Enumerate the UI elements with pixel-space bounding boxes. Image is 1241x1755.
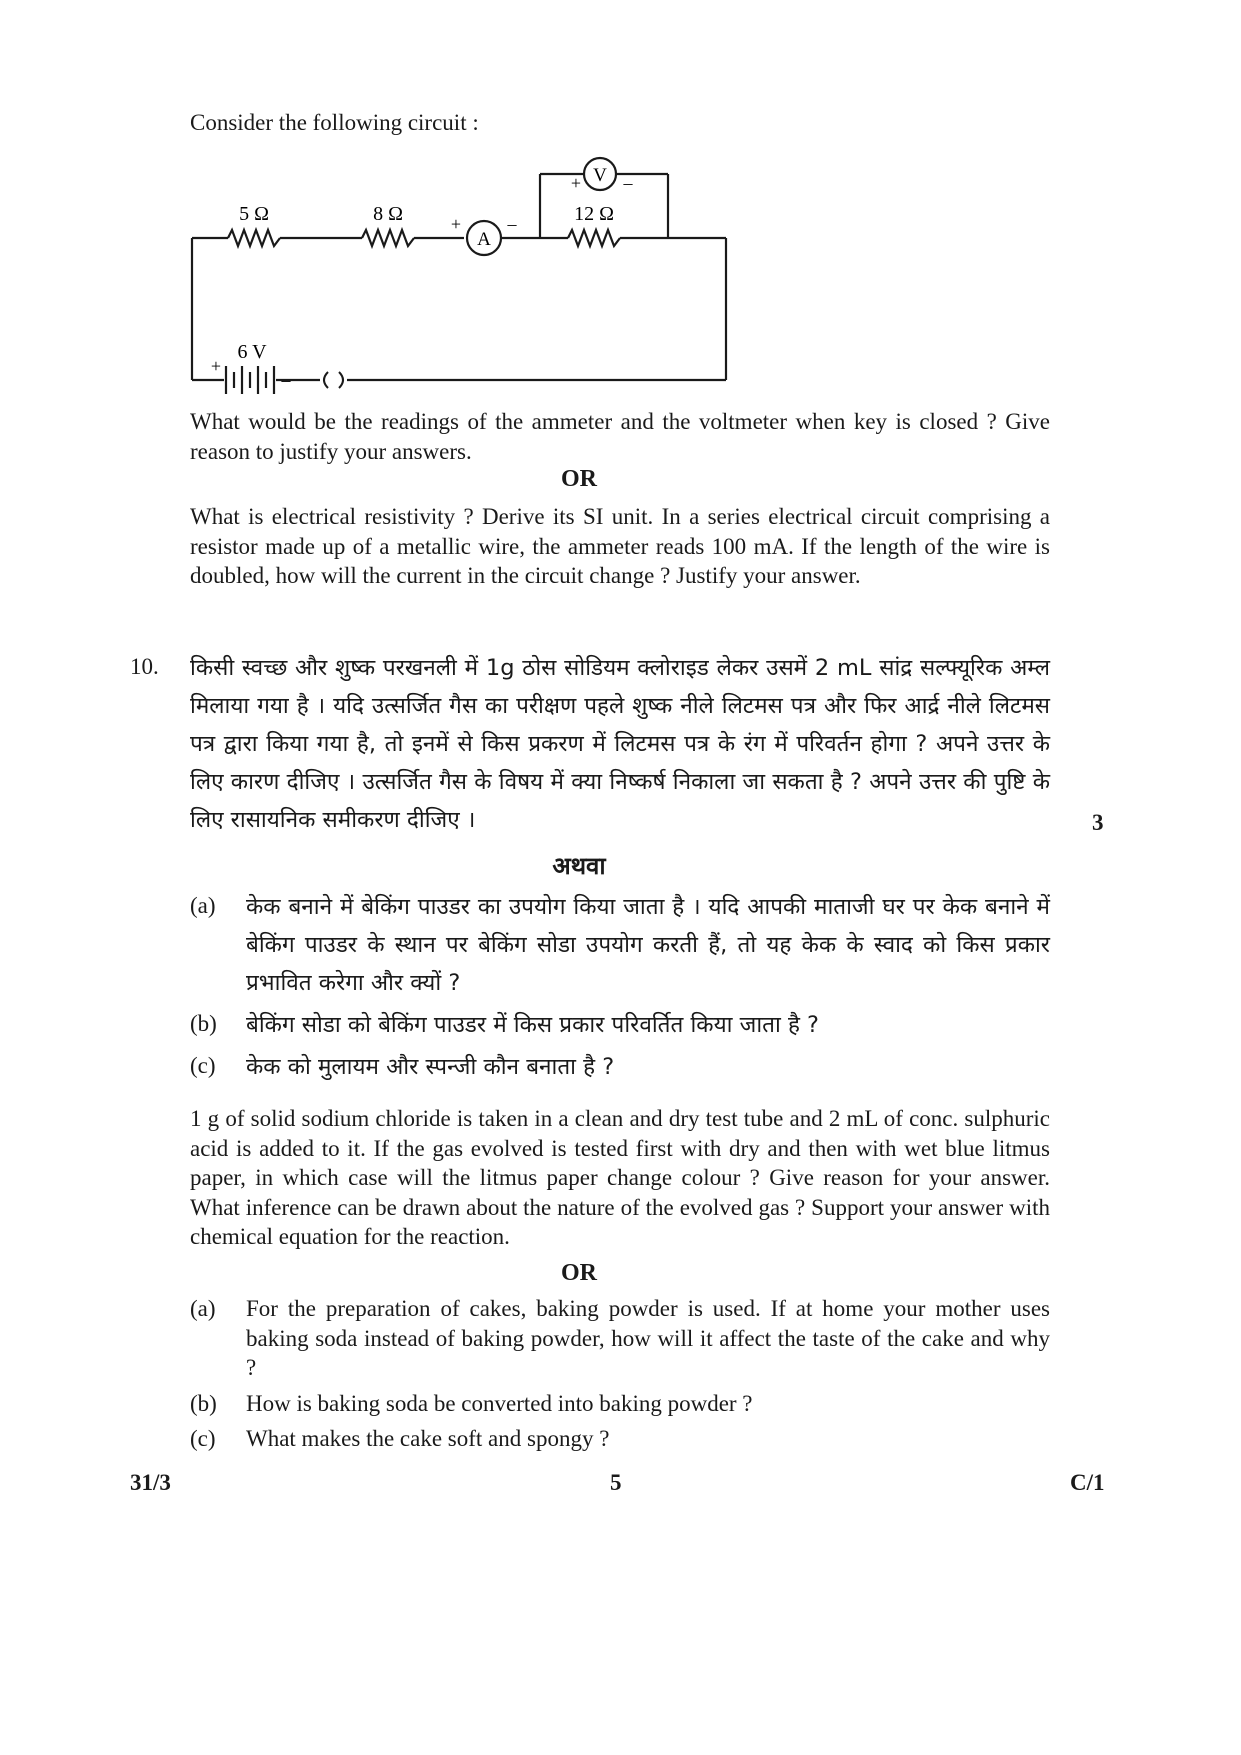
hindi-or-list	[190, 888, 1050, 1086]
q10-hindi-text: किसी स्वच्छ और शुष्क परखनली में 1g ठोस सोडियम क्लोराइड लेकर उसमें 2 mL सांद्र सल्फ्यूरिक अम्ल मिलाया गया है । यदि उत्सर्जित गैस का परीक्षण पहले शुष्क नीले लिटमस पत्र और फिर आर्द्र नीले लिटमस पत्र द्वारा किया गया है, तो इनमें से किस प्रकरण में लिटमस पत्र के रंग में परिवर्तन होगा ? अपने उत्तर के लिए कारण दीजिए । उत्सर्जित गैस के विषय में क्या निष्कर्ष निकाला जा सकता है ? अपने उत्तर की पुष्टि के लिए रासायनिक समीकरण दीजिए ।	[190, 655, 1050, 833]
item-text: बेकिंग सोडा को बेकिंग पाउडर में किस प्रकार परिवर्तित किया जाता है ?	[246, 1012, 819, 1038]
or-separator-1: OR	[561, 466, 597, 492]
marks: 3	[1092, 810, 1104, 835]
r2-label: 8 Ω	[373, 203, 403, 225]
circuit-question: What would be the readings of the ammeter and the voltmeter when key is closed ? Give reason to justify your answers.	[190, 409, 1050, 464]
list-item	[190, 1389, 1050, 1419]
page-number: 5	[610, 1470, 622, 1495]
list-item	[190, 888, 1050, 1002]
ammeter-plus: +	[450, 214, 462, 234]
athva-separator: अथवा	[552, 852, 606, 880]
circuit-intro: Consider the following circuit :	[190, 110, 479, 135]
ammeter-symbol: A	[477, 229, 491, 250]
resistor-8-ohm	[362, 230, 414, 246]
or-separator-2: OR	[561, 1260, 597, 1286]
item-text: केक को मुलायम और स्पन्जी कौन बनाता है ?	[246, 1054, 615, 1080]
voltmeter-minus: –	[623, 173, 633, 193]
item-label: (a)	[190, 1296, 216, 1321]
item-text: For the preparation of cakes, baking powder is used. If at home your mother uses baking soda instead of baking powder, how will it affect the taste of the cake and why ?	[246, 1296, 1050, 1380]
voltmeter-plus: +	[570, 173, 582, 193]
list-item	[190, 1424, 1050, 1454]
battery-minus: –	[281, 370, 291, 390]
r3-label: 12 Ω	[574, 203, 614, 225]
list-item	[190, 1294, 1050, 1383]
battery-plus: +	[210, 356, 222, 376]
q10-english-text: 1 g of solid sodium chloride is taken in a clean and dry test tube and 2 mL of conc. sulphuric acid is added to it. If the gas evolved is tested first with dry and then with wet blue litmus paper, in which case will the litmus paper change colour ? Give reason for your answer. What inference can be drawn about the nature of the evolved gas ? Support your answer with chemical equation for the reaction.	[190, 1106, 1050, 1249]
item-text: What makes the cake soft and spongy ?	[246, 1426, 610, 1451]
resistivity-question: What is electrical resistivity ? Derive its SI unit. In a series electrical circuit comprising a resistor made up of a metallic wire, the ammeter reads 100 mA. If the length of the wire is doubled, how will the current in the circuit change ? Justify your answer.	[190, 504, 1050, 588]
list-item	[190, 1006, 1050, 1044]
set-code: C/1	[1070, 1470, 1105, 1495]
item-text: केक बनाने में बेकिंग पाउडर का उपयोग किया जाता है । यदि आपकी माताजी घर पर केक बनाने में बेकिंग पाउडर के स्थान पर बेकिंग सोडा उपयोग करती हैं, तो यह केक के स्वाद को किस प्रकार प्रभावित करेगा और क्यों ?	[246, 894, 1050, 996]
english-or-list	[190, 1294, 1050, 1454]
resistor-5-ohm	[228, 230, 280, 246]
item-label: (a)	[190, 893, 216, 918]
resistor-12-ohm	[568, 230, 620, 246]
question-number: 10.	[130, 654, 159, 679]
item-label: (b)	[190, 1390, 217, 1416]
battery	[226, 366, 274, 394]
circuit-diagram	[180, 150, 740, 400]
ammeter-minus: –	[507, 214, 517, 234]
key-switch	[324, 372, 343, 388]
battery-label: 6 V	[237, 341, 267, 363]
paper-code: 31/3	[130, 1470, 171, 1495]
list-item	[190, 1048, 1050, 1086]
item-text: How is baking soda be converted into baking powder ?	[246, 1390, 753, 1416]
item-label: (c)	[190, 1426, 216, 1451]
r1-label: 5 Ω	[239, 203, 269, 225]
item-label: (c)	[190, 1053, 216, 1078]
item-label: (b)	[190, 1011, 217, 1036]
voltmeter-symbol: V	[593, 165, 607, 186]
